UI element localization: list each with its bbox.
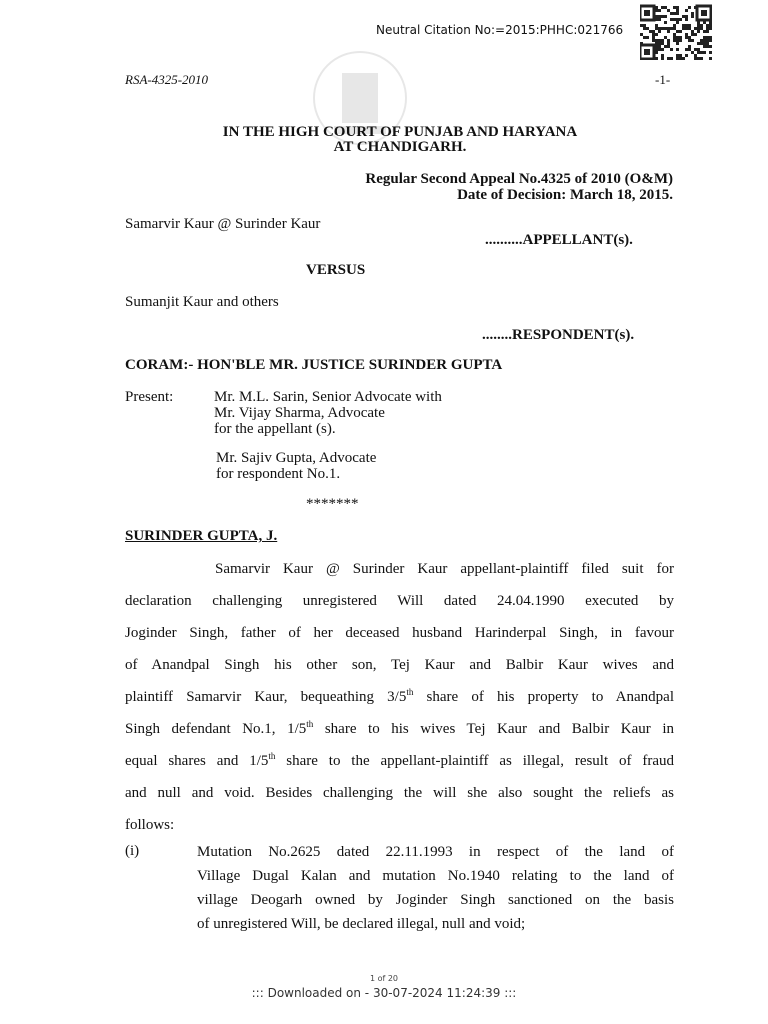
para-line-2: declaration challenging unregistered Will dated 24.04.1990 executed by [125,593,674,609]
para-line-4: of Anandpal Singh his other son, Tej Kaur and Balbir Kaur wives and [125,657,674,673]
case-reference: RSA-4325-2010 [125,72,209,87]
para-line-9: follows: [125,817,175,833]
court-title-line2: AT CHANDIGARH. [333,139,467,155]
page-count: 1 of 20 [369,974,399,983]
relief-line-4: of unregistered Will, be declared illegal, null and void; [197,916,526,932]
court-title-line1: IN THE HIGH COURT OF PUNJAB AND HARYANA [222,124,578,140]
relief-line-1: Mutation No.2625 dated 22.11.1993 in respect of the land of [197,844,674,860]
para-line-3: Joginder Singh, father of her deceased husband Harinderpal Singh, in favour [125,625,674,641]
versus-heading: VERSUS [306,262,366,278]
page-marker: -1- [655,72,671,87]
qr-code-icon [640,4,712,60]
para-line-8: and null and void. Besides challenging the will she also sought the reliefs as [125,785,674,801]
para-line-6: Singh defendant No.1, 1/5th share to his wives Tej Kaur and Balbir Kaur in [125,719,674,737]
present-label: Present: [125,389,174,405]
relief-item [197,840,674,936]
counsel-respondent-1: Mr. Sajiv Gupta, Advocate [216,450,377,466]
para-line-5: plaintiff Samarvir Kaur, bequeathing 3/5th share of his property to Anandpal [125,687,674,705]
counsel-appellant-2: Mr. Vijay Sharma, Advocate [214,405,385,421]
para-line-1: Samarvir Kaur @ Surinder Kaur appellant-plaintiff filed suit for [215,561,674,577]
counsel-appellant-3: for the appellant (s). [214,421,336,437]
appellant-name: Samarvir Kaur @ Surinder Kaur [125,216,321,232]
respondent-name: Sumanjit Kaur and others [125,294,279,310]
counsel-appellant-1: Mr. M.L. Sarin, Senior Advocate with [214,389,442,405]
judge-heading: SURINDER GUPTA, J. [125,528,278,544]
counsel-respondent-2: for respondent No.1. [216,466,341,482]
appeal-number: Regular Second Appeal No.4325 of 2010 (O&M) [365,171,673,187]
relief-line-3: village Deogarh owned by Joginder Singh sanctioned on the basis [197,892,674,908]
relief-line-2: Village Dugal Kalan and mutation No.1940 relating to the land of [197,868,674,884]
separator-stars: ******* [306,496,359,512]
para-line-7: equal shares and 1/5th share to the appellant-plaintiff as illegal, result of fraud [125,751,675,769]
neutral-citation: Neutral Citation No:=2015:PHHC:021766 [376,23,624,37]
respondent-label: ........RESPONDENT(s). [482,327,635,343]
relief-marker: (i) [125,843,140,859]
decision-date: Date of Decision: March 18, 2015. [457,187,673,203]
appellant-label: ..........APPELLANT(s). [485,232,633,248]
judgment-paragraph [125,553,674,841]
coram-line: CORAM:- HON'BLE MR. JUSTICE SURINDER GUPTA [125,357,503,373]
download-stamp: ::: Downloaded on - 30-07-2024 11:24:39 ::: [251,986,517,1000]
